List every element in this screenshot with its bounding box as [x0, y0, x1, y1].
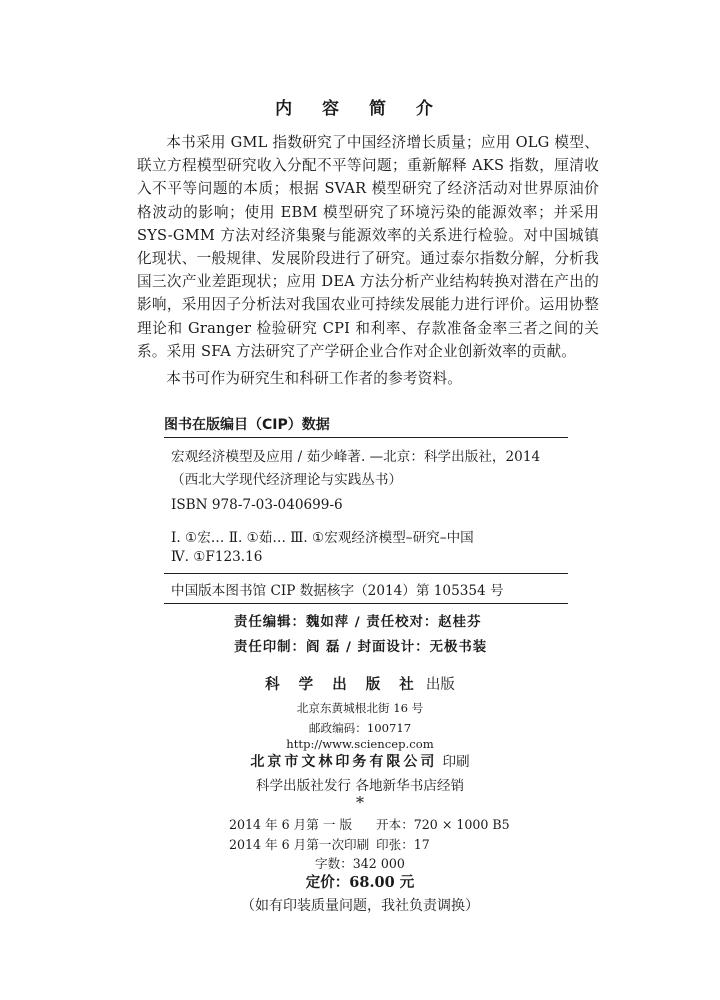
summary-paragraph: 本书可作为研究生和科研工作者的参考资料。	[166, 370, 463, 388]
publisher-suffix: 出版	[425, 677, 455, 693]
book-format: 开本：720 × 1000 B5	[376, 817, 510, 832]
quality-note: （如有印装质量问题，我社负责调换）	[241, 898, 479, 914]
first-printing-date: 2014 年 6 月第一次印刷	[229, 837, 370, 852]
cip-isbn: ISBN 978-7-03-040699-6	[171, 497, 343, 513]
cip-title-line: 宏观经济模型及应用 / 茹少峰著. —北京：科学出版社，2014	[171, 449, 541, 465]
summary-paragraph: 本书采用 GML 指数研究了中国经济增长质量；应用 OLG 模型、联立方程模型研究收入分配不平等问题；重新解释 AKS 指数，厘清收入不平等问题的本质；根据 SVAR 模型研究了经济活动对世界原油价格波动的影响；使用 EBM 模型研究了环境污染的能源效率；并采用 SYS-GMM 方法对经济集聚与能源效率的关系进行检验。对中国城镇化现状、一般规律、发展阶段进行了研究。通过泰尔指数分解，分析我国三次产业差距现状；应用 DEA 方法分析产业结构转换对潜在产出的影响，采用因子分析法对我国农业可持续发展能力进行评价。运用协整理论和 Granger 检验研究 CPI 和利率、存款准备金率三者之间的关系。采用 SFA 方法研究了产学研企业合作对企业创新效率的贡献。	[137, 134, 599, 360]
publisher-url: http://www.sciencep.com	[286, 737, 434, 751]
publisher-name: 科 学 出 版 社	[265, 676, 421, 693]
production-line: 责任印制：阎 磊 / 封面设计：无极书装	[234, 639, 488, 655]
first-edition-date: 2014 年 6 月第 一 版	[229, 817, 353, 832]
word-count: 字数：342 000	[315, 856, 405, 871]
cip-middle-rule	[164, 573, 568, 574]
publisher-line	[0, 673, 720, 694]
cip-heading: 图书在版编目（CIP）数据	[164, 417, 330, 433]
publisher-postcode: 邮政编码：100717	[308, 721, 412, 735]
printed-sheets: 印张：17	[376, 837, 430, 852]
cip-classification: Ⅰ. ①宏… Ⅱ. ①茹… Ⅲ. ①宏观经济模型–研究–中国	[171, 530, 474, 546]
book-price: 定价：68.00 元	[305, 874, 415, 891]
distribution-line: 科学出版社发行 各地新华书店经销	[255, 778, 465, 794]
printer-name: 北京市文林印务有限公司	[250, 754, 438, 770]
page-title: 内 容 简 介	[275, 99, 445, 119]
printer-suffix: 印刷	[442, 754, 470, 770]
cip-classification-number: Ⅳ. ①F123.16	[171, 549, 263, 565]
cip-top-rule	[164, 437, 568, 438]
cip-bottom-rule	[164, 603, 568, 604]
separator-star: *	[356, 793, 364, 812]
editor-line: 责任编辑：魏如萍 / 责任校对：赵桂芬	[234, 614, 482, 630]
cip-series-line: （西北大学现代经济理论与实践丛书）	[171, 472, 403, 488]
printer-line	[0, 750, 720, 771]
publisher-address: 北京东黄城根北街 16 号	[296, 701, 424, 715]
cip-record-number: 中国版本图书馆 CIP 数据核字（2014）第 105354 号	[171, 583, 504, 599]
summary-section	[137, 131, 599, 390]
